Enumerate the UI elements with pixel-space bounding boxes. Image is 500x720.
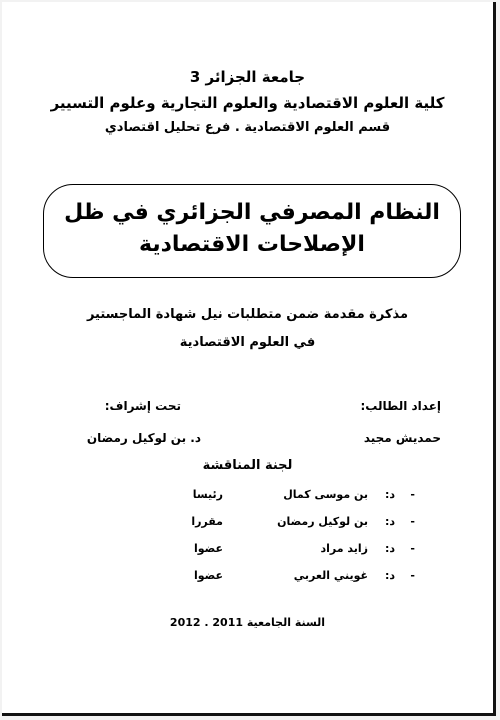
document-page — [2, 2, 496, 716]
jury-member-name: بن لوكيل رمضان — [277, 515, 368, 528]
faculty-name: كلية العلوم الاقتصادية والعلوم التجارية وعلوم التسيير — [50, 94, 445, 112]
supervisor-name: د. بن لوكيل رمضان — [86, 431, 201, 445]
supervisor-label: تحت إشراف: — [104, 399, 181, 413]
jury-member-name: بن موسى كمال — [283, 488, 368, 501]
jury-title: لجنة المناقشة — [202, 458, 293, 473]
jury-member-title: د: — [384, 542, 395, 555]
jury-member-role: مقررا — [191, 515, 223, 528]
jury-member-row — [2, 542, 493, 560]
jury-bullet: - — [410, 542, 415, 555]
thesis-subtitle-line2: في العلوم الاقتصادية — [179, 335, 316, 350]
thesis-title-box — [43, 184, 461, 278]
student-label: إعداد الطالب: — [360, 399, 441, 413]
jury-member-role: عضوا — [193, 542, 223, 555]
jury-member-title: د: — [384, 569, 395, 582]
jury-member-title: د: — [384, 488, 395, 501]
jury-member-title: د: — [384, 515, 395, 528]
jury-member-name: غويني العربي — [293, 569, 368, 582]
thesis-subtitle-line1: مذكرة مقدمة ضمن متطلبات نيل شهادة الماجستير — [86, 307, 409, 322]
department-name: قسم العلوم الاقتصادية . فرع تحليل اقتصادي — [104, 120, 391, 135]
jury-member-row — [2, 569, 493, 587]
student-name: حمديش مجيد — [363, 431, 441, 445]
jury-bullet: - — [410, 488, 415, 501]
jury-member-role: عضوا — [193, 569, 223, 582]
jury-member-row — [2, 515, 493, 533]
jury-member-name: زايد مراد — [320, 542, 368, 555]
academic-year: السنة الجامعية 2011 . 2012 — [169, 616, 326, 629]
university-name: جامعة الجزائر 3 — [189, 68, 306, 86]
jury-member-row — [2, 488, 493, 506]
thesis-title: النظام المصرفي الجزائري في ظل الإصلاحات الاقتصادية — [64, 200, 440, 257]
jury-bullet: - — [410, 515, 415, 528]
jury-bullet: - — [410, 569, 415, 582]
jury-member-role: رئيسا — [192, 488, 223, 501]
